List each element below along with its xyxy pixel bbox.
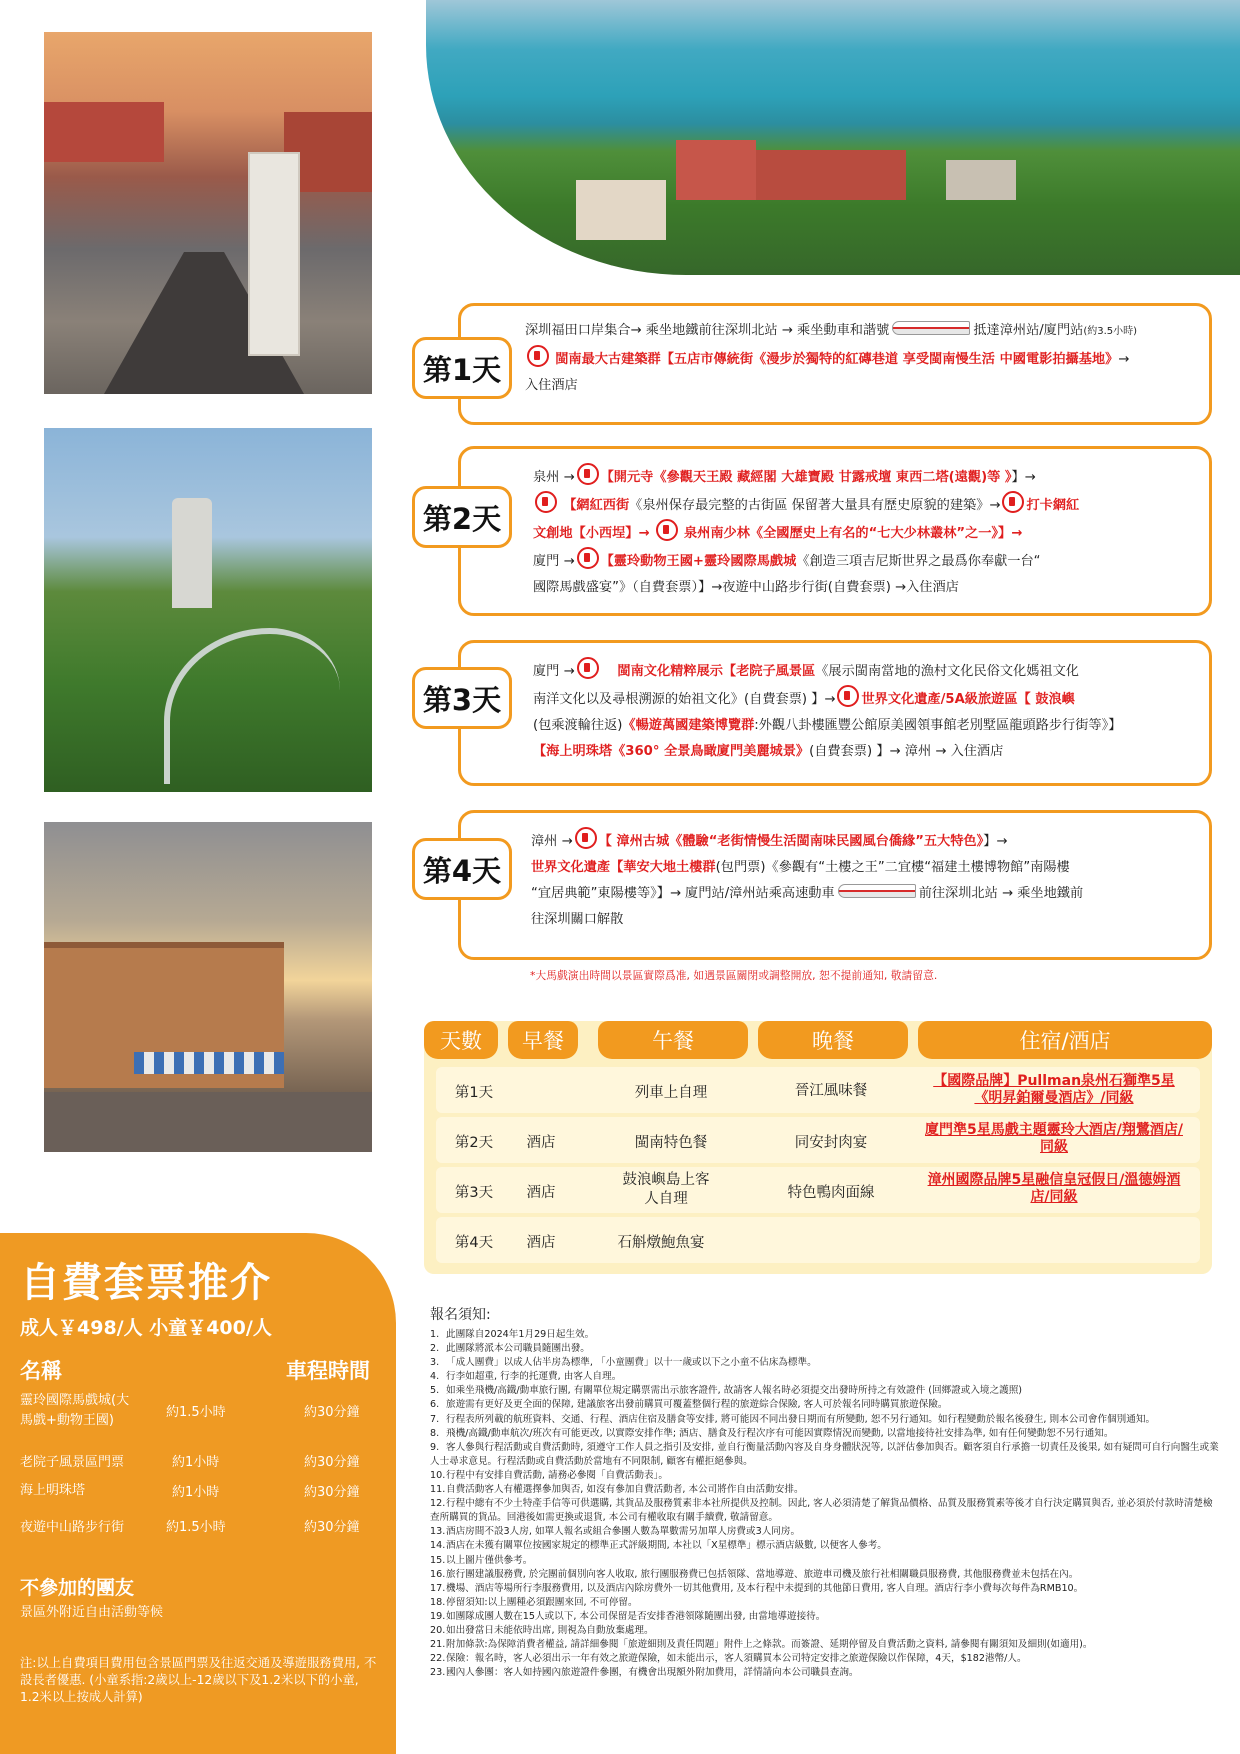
day-1-box [458, 303, 1212, 425]
day-3-badge: 第3天 [412, 667, 512, 729]
day-1-badge: 第1天 [412, 337, 512, 399]
day-2-text: 泉州 → 【開元寺《參觀天王殿 藏經閣 大雄寶殿 甘露戒壇 東西二塔(遠觀)等 》】→ 【網紅西街《泉州保存最完整的古街區 保留著大量具有歷史原貌的建築》→ 打卡網紅 文創地【小西埕】→ 泉州南少林《全國歷史上有名的“七大少林叢林”之一》】→ 廈門 → 【靈玲動物王國+靈玲國際馬戲城《創造三項吉尼斯世界之最爲你奉獻一台“ 國際馬戲盛宴”》（自費套票）】→夜遊中山路步行街(自費套票) →入住酒店 [533, 463, 1199, 601]
day-4-text: 漳州 → 【 漳州古城《體驗“老街情慢生活閩南味民國風台僑緣”五大特色》】→ 世界文化遺產【華安大地土樓群(包門票)《參觀有“土樓之王”二宜樓“福建土樓博物館”南陽樓 “宜居典範”東陽樓等》】→ 廈門站/漳州站乘高速動車 前往深圳北站 → 乘坐地鐵前 往深圳關口解散 [531, 827, 1199, 933]
day-2-badge: 第2天 [412, 486, 512, 548]
selfpay-item-name: 夜遊中山路步行街 [20, 1520, 125, 1535]
circus-notice: *大馬戲演出時間以景區實際爲准, 如遇景區關閉或調整開放, 恕不提前通知, 敬請留意. [530, 969, 938, 982]
day-1-text: 深圳福田口岸集合→ 乘坐地鐵前往深圳北站 → 乘坐動車和諧號 抵達漳州站/廈門站(約3.5小時) 閩南最大古建築群【五店市傳統街《漫步於獨特的紅磚巷道 享受閩南慢生活 中國電影拍攝基地》→ 入住酒店 [525, 323, 1138, 393]
list-item: 19.如團隊成團人數在15人或以下, 本公司保留是否安排香港領隊隨團出發, 由當地導遊接待。 [430, 1610, 826, 1622]
list-item: 5. 如乘坐飛機/高鐵/動車旅行團, 有關單位規定購票需出示旅客證件, 故請客人報名時必須提交出發時所持之有效證件 (回鄉證或入境之護照) [430, 1385, 1023, 1397]
list-item: 12.行程中總有不少土特產手信等可供選購, 其貨品及服務質素非本社所提供及控制。因此, 客人必須清楚了解貨品價格、品質及服務質素等後才自行決定購買與否, 並必須於付款時清楚檢查所購買的貨品。回港後如需更換或退貨, 本公司有權收取有關手續費, 敬請留意。 [430, 1498, 1213, 1524]
selfpay-col-name: 名稱 [20, 1359, 62, 1383]
nonjoin-title: 不參加的團友 [20, 1577, 135, 1599]
list-item: 4. 行李如超重, 行李的托運費, 由客人自理。 [430, 1371, 622, 1383]
list-item: 14.酒店在未獲有關單位按國家規定的標準正式評級期間, 本社以「X星標準」標示酒店級數, 以便客人參考。 [430, 1540, 887, 1552]
list-item: 20.如出發當日未能依時出席, 則視為自動放棄處理。 [430, 1624, 654, 1636]
selfpay-item-travel: 約30分鐘 [304, 1485, 360, 1500]
day-2-box [458, 446, 1212, 616]
list-item: 7. 行程表所列載的航班資料、交通、行程、酒店住宿及膳食等安排, 將可能因不同出發日期而有所變動, 恕不另行通知。如行程變動於報名後發生, 則本公司會作個別通知。 [430, 1413, 1156, 1425]
selfpay-item-name: 靈玲國際馬戲城(大馬戲+動物王國) [20, 1393, 130, 1428]
attraction-tag-icon [837, 685, 859, 707]
header-dinner: 晚餐 [758, 1021, 908, 1059]
registration-notes [430, 1304, 1220, 1680]
list-item: 17.機場、酒店等場所行李服務費用, 以及酒店內除房費外一切其他費用, 及本行程中未提到的其他節日費用, 客人自理。酒店行李小費每次每件為RMB10。 [430, 1582, 1084, 1594]
list-item: 10.行程中有安排自費活動, 請務必參閱「自費活動表」。 [430, 1469, 668, 1481]
header-lunch: 午餐 [598, 1021, 748, 1059]
list-item: 6. 旅遊需有更好及更全面的保障, 建議旅客出發前購買可覆蓋整個行程的旅遊綜合保險, 客人可於報名同時購買旅遊保險。 [430, 1399, 948, 1411]
day-4-badge: 第4天 [412, 838, 512, 900]
selfpay-item-duration: 約1小時 [172, 1455, 220, 1470]
attraction-tag-icon [575, 827, 597, 849]
list-item: 16.旅行團建議服務費, 於完團前個別向客人收取, 旅行團服務費已包括領隊、當地導遊、旅遊車司機及旅行社相關職員服務費, 其他服務費並未包括在內。 [430, 1568, 1079, 1580]
selfpay-item-duration: 約1.5小時 [166, 1405, 226, 1420]
table-row: 第4天 酒店 石斛燉鮑魚宴 [436, 1217, 1200, 1263]
meal-hotel-table [424, 1021, 1212, 1274]
list-item: 9. 客人參與行程活動或自費活動時, 須遵守工作人員之指引及安排, 並自行衡量活動內容及自身身體狀況等, 以評估參加與否。顧客須自行承擔一切責任及後果, 如有疑問可自行向醫生或業人士尋求意見。行程活動或自費活動於當地有不同限制, 顧客有權拒絕參與。 [430, 1441, 1219, 1467]
header-day: 天數 [424, 1021, 498, 1059]
registration-title: 報名須知: [430, 1307, 491, 1323]
selfpay-item-duration: 約1.5小時 [166, 1520, 226, 1535]
hill-tower-park-photo [44, 428, 372, 792]
selfpay-col-time: 車程時間 [286, 1359, 370, 1383]
nonjoin-text: 景區外附近自由活動等候 [20, 1605, 164, 1620]
table-row: 第2天 酒店 閩南特色餐 同安封肉宴 廈門準5星馬戲主題靈玲大酒店/翔鷺酒店/同級 [436, 1117, 1200, 1163]
selfpay-item-name: 海上明珠塔 [20, 1483, 86, 1498]
table-row: 第3天 酒店 鼓浪嶼島上客人自理 特色鴨肉面線 漳州國際品牌5星融信皇冠假日/溫德姆酒店/同級 [436, 1167, 1200, 1213]
self-paid-package-panel [0, 1233, 396, 1754]
list-item: 11.自費活動客人有權選擇參加與否, 如沒有參加自費活動者, 本公司將作自由活動安排。 [430, 1484, 804, 1496]
selfpay-item-travel: 約30分鐘 [304, 1520, 360, 1535]
attraction-tag-icon [1002, 491, 1024, 513]
header-hotel: 住宿/酒店 [918, 1021, 1212, 1059]
table-row: 第1天 列車上自理 晉江風味餐 【國際品牌】Pullman泉州石獅準5星《明昇鉑爾曼酒店》/同級 [436, 1067, 1200, 1113]
header-breakfast: 早餐 [508, 1021, 578, 1059]
train-icon [838, 884, 916, 898]
quanzhou-clocktower-street-photo [44, 32, 372, 394]
list-item: 3. 「成人團費」以成人佔半房為標準, 「小童團費」以十一歲或以下之小童不佔床為標準。 [430, 1357, 817, 1369]
selfpay-item-duration: 約1小時 [172, 1485, 220, 1500]
list-item: 1. 此團隊自2024年1月29日起生效。 [430, 1329, 595, 1340]
selfpay-item-travel: 約30分鐘 [304, 1405, 360, 1420]
attraction-tag-icon [577, 657, 599, 679]
day-3-box [458, 640, 1212, 786]
selfpay-item-travel: 約30分鐘 [304, 1455, 360, 1470]
selfpay-price: 成人￥498/人 小童￥400/人 [20, 1317, 272, 1339]
list-item: 2. 此團隊將派本公司職員隨團出發。 [430, 1343, 590, 1355]
registration-list [430, 1328, 1220, 1680]
list-item: 8. 飛機/高鐵/動車航次/班次有可能更改, 以實際安排作準; 酒店、膳食及行程次序有可能因實際情況而變動, 以當地接待社安排為準, 如有任何變動恕不另行通知。 [430, 1427, 1114, 1439]
selfpay-note: 注:以上自費項目費用包含景區門票及往返交通及導遊服務費用, 不設長者優惠. (小童系指:2歲以上-12歲以下及1.2米以下的小童, 1.2米以上按成人計算) [20, 1656, 377, 1704]
day-4-box [458, 810, 1212, 960]
list-item: 21.附加條款:為保障消費者權益, 請詳細參閱「旅遊細則及責任問題」附件上之條款。而簽證、延期停留及自費活動之資料, 請參閱有關須知及細則(如適用)。 [430, 1639, 1093, 1651]
list-item: 15.以上圖片僅供參考。 [430, 1554, 533, 1566]
attraction-tag-icon [527, 345, 549, 367]
attraction-tag-icon [535, 491, 557, 513]
list-item: 13.酒店房間不設3人房, 如單人報名或組合參團人數為單數需另加單人房費或3人同房。 [430, 1526, 801, 1538]
attraction-tag-icon [577, 463, 599, 485]
attraction-tag-icon [577, 547, 599, 569]
attraction-tag-icon [656, 519, 678, 541]
list-item: 23.國內人參團：客人如持國內旅遊證件參團，有機會出現額外附加費用，詳情請向本公司職員查詢。 [430, 1667, 859, 1679]
train-icon [892, 321, 970, 335]
list-item: 18.停留須知:以上團種必須跟團來回, 不可停留。 [430, 1596, 638, 1608]
selfpay-item-name: 老院子風景區門票 [20, 1455, 125, 1470]
old-street-arcade-photo [44, 822, 372, 1152]
gulangyu-island-photo [426, 0, 1240, 275]
selfpay-title: 自費套票推介 [20, 1260, 272, 1306]
day-3-text: 廈門 → 閩南文化精粹展示【老院子風景區《展示閩南當地的漁村文化民俗文化媽祖文化 南洋文化以及尋根溯源的始祖文化》(自費套票) 】→ 世界文化遺產/5A級旅遊區【 鼓浪嶼 (包乘渡輪往返)《暢遊萬國建築博覽群:外觀八卦樓匯豐公館原美國領事館老別墅區龍頭路步行街等》】 【海上明珠塔《360° 全景鳥瞰廈門美麗城景》(自費套票) 】→ 漳州 → 入住酒店 [533, 657, 1199, 765]
list-item: 22.保險：報名時，客人必須出示一年有效之旅遊保險，如未能出示，客人須購買本公司特定安排之旅遊保險以作保障，4天，$182港幣/人。 [430, 1653, 1027, 1665]
